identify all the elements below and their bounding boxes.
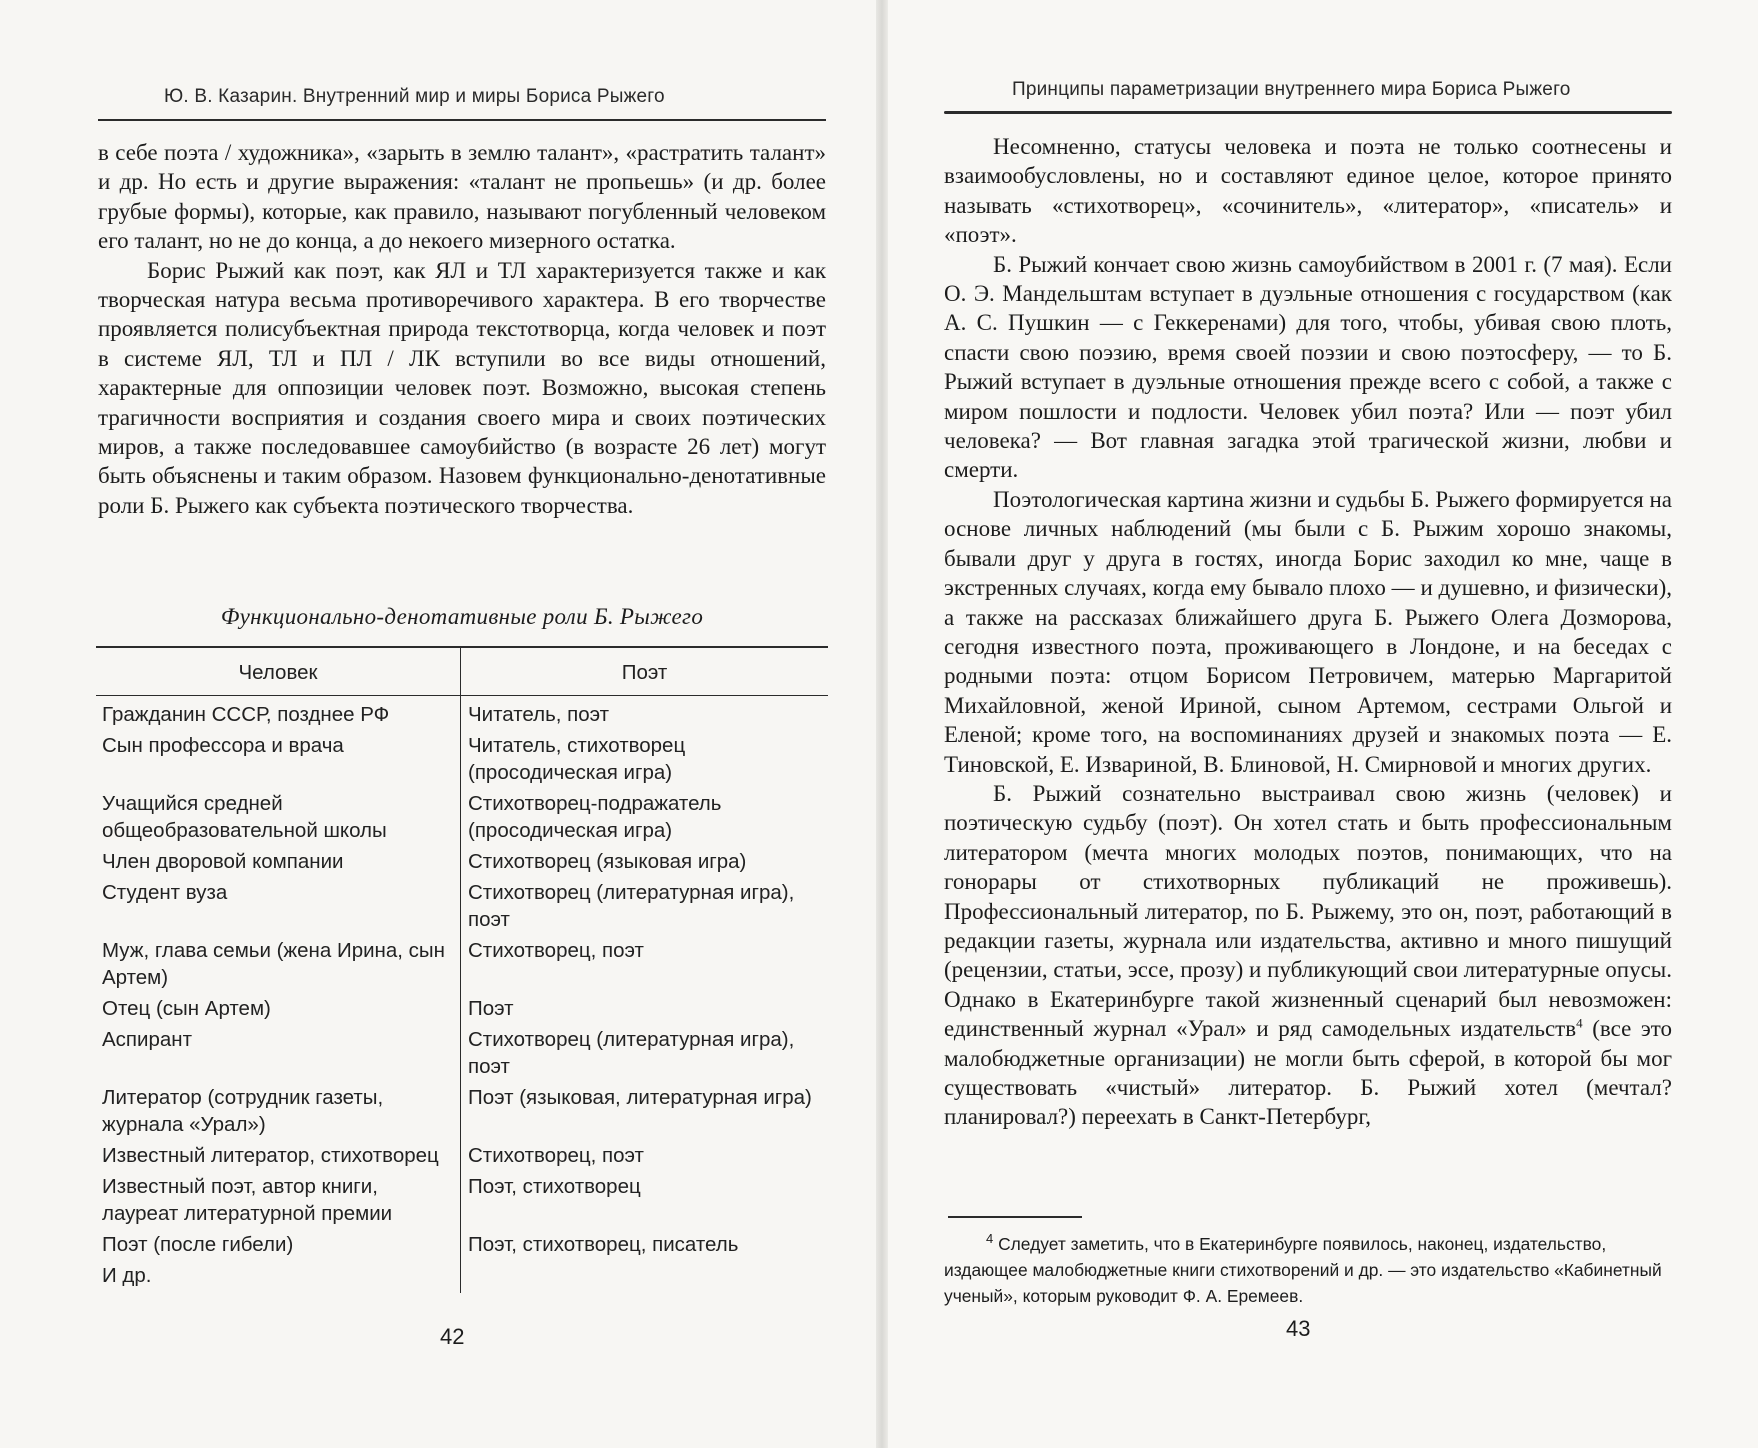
table-row — [96, 937, 828, 995]
right-body-text — [944, 132, 1672, 1132]
table-cell: Поэт, стихотворец, писатель — [468, 1233, 739, 1256]
column-header-person: Человек — [96, 647, 461, 696]
table-row — [96, 1084, 828, 1142]
table-cell: Известный поэт, автор книги, лауреат литературной премии — [96, 1173, 461, 1231]
footnote-rule — [948, 1216, 1082, 1218]
table-caption: Функционально-денотативные роли Б. Рыжего — [220, 604, 704, 629]
table-cell: Стихотворец-подражатель (просодическая игра) — [468, 792, 722, 842]
table-cell: Стихотворец, поэт — [468, 1144, 644, 1167]
footnote-marker: 4 — [986, 1231, 994, 1247]
table-row — [96, 995, 828, 1026]
table-row — [96, 1262, 828, 1293]
left-paragraph: Борис Рыжий как поэт, как ЯЛ и ТЛ характеризуется также и как творческая натура весьма противоречивого характера. В его творчестве проявляется полисубъектная природа текстотворца, когда человек и поэт в системе ЯЛ, ТЛ и ПЛ / ЛК вступили во все виды отношений, характерные для оппозиции человек поэт. Возможно, высокая степень трагичности восприятия и создания своего мира и своих поэтических миров, а также последовавшее самоубийство (в возрасте 26 лет) могут быть объяснены и таким образом. Назовем функционально-денотативные роли Б. Рыжего как субъекта поэтического творчества. — [98, 257, 826, 518]
table-row — [96, 848, 828, 879]
table-row — [96, 1026, 828, 1084]
left-body-text — [98, 138, 826, 520]
right-paragraph — [944, 779, 1672, 1132]
table-cell: Поэт, стихотворец — [468, 1175, 641, 1198]
footnote-text: Следует заметить, что в Екатеринбурге появилось, наконец, издательство, издающее малобюджетные книги стихотворений и др. — это издательство «Кабинетный ученый», которым руководит Ф. А. Еремеев. — [944, 1234, 1662, 1306]
table-cell: Муж, глава семьи (жена Ирина, сын Артем) — [96, 937, 461, 995]
table-cell — [461, 1262, 829, 1293]
paragraph-text: Б. Рыжий сознательно выстраивал свою жизнь (человек) и поэтическую судьбу (поэт). Он хотел стать и быть профессиональным литератором (мечта многих молодых поэтов, понимающих, что на гонорары от стихотворных публикаций не проживешь). Профессиональный литератор, по Б. Рыжему, это он, поэт, работающий в редакции газеты, журнала или издательства, активно и много пишущий (рецензии, статьи, эссе, прозу) и публикующий свои литературные опусы. Однако в Екатеринбурге такой жизненный сценарий был невозможен: единственный журнал «Урал» и ряд самодельных издательств — [944, 780, 1672, 1042]
right-page-number: 43 — [1286, 1316, 1311, 1341]
table-row — [96, 1142, 828, 1173]
table-cell: Аспирант — [96, 1026, 461, 1084]
left-page-number: 42 — [440, 1324, 465, 1349]
right-header-rule — [944, 111, 1672, 114]
table-row — [96, 790, 828, 848]
table-cell: Стихотворец (литературная игра), поэт — [468, 1028, 795, 1078]
paragraph-text: (все это малобюджетные организации) не могли быть сферой, в которой бы мог существовать «чистый» литератор. Б. Рыжий хотел (мечтал? планировал?) переехать в Санкт-Петербург, — [944, 1016, 1673, 1130]
table-cell: Учащийся средней общеобразовательной школы — [96, 790, 461, 848]
table-cell: Литератор (сотрудник газеты, журнала «Урал») — [96, 1084, 461, 1142]
table-cell: Стихотворец, поэт — [468, 939, 644, 962]
table-cell: Читатель, поэт — [468, 703, 610, 726]
table-cell: Поэт (после гибели) — [96, 1231, 461, 1262]
table-cell: Известный литератор, стихотворец — [96, 1142, 461, 1173]
table-row — [96, 732, 828, 790]
left-running-head: Ю. В. Казарин. Внутренний мир и миры Бориса Рыжего — [164, 86, 665, 107]
table-cell: Студент вуза — [96, 879, 461, 937]
table-row — [96, 879, 828, 937]
table-header-row — [96, 647, 828, 696]
table-cell: И др. — [96, 1262, 461, 1293]
right-paragraph: Поэтологическая картина жизни и судьбы Б. Рыжего формируется на основе личных наблюдений (мы были с Б. Рыжим хорошо знакомы, бывали друг у друга в гостях, иногда Борис заходил ко мне, чаще в экстренных случаях, когда ему бывало плохо — и душевно, и физически), а также на рассказах ближайшего друга Б. Рыжего Олега Дозморова, сегодня известного поэта, проживающего в Лондоне, и на беседах с родными поэта: отцом Борисом Петровичем, матерью Маргаритой Михайловной, женой Ириной, сыном Артемом, сестрами Ольгой и Еленой; кроме того, на воспоминаниях друзей и знакомых поэта — Е. Тиновской, Е. Извариной, В. Блиновой, Н. Смирновой и многих других. — [944, 486, 1672, 777]
table-cell: Отец (сын Артем) — [96, 995, 461, 1026]
right-paragraph: Б. Рыжий кончает свою жизнь самоубийством в 2001 г. (7 мая). Если О. Э. Мандельштам вступает в дуэльные отношения с государством (как А. С. Пушкин — с Геккеренами) для того, чтобы, убивая свою плоть, спасти свою поэзию, время своей поэзии и свою поэтосферу, — то Б. Рыжий вступает в дуэльные отношения прежде всего с собой, а также с миром пошлости и подлости. Человек убил поэта? Или — поэт убил человека? — Вот главная загадка этой трагической жизни, любви и смерти. — [944, 251, 1672, 483]
table-row — [96, 1173, 828, 1231]
table-cell: Стихотворец (литературная игра), поэт — [468, 881, 795, 931]
table-cell: Гражданин СССР, позднее РФ — [96, 696, 461, 733]
left-header-rule — [98, 119, 826, 121]
table-row — [96, 696, 828, 733]
right-running-head: Принципы параметризации внутреннего мира Бориса Рыжего — [1012, 79, 1571, 100]
table-cell: Стихотворец (языковая игра) — [468, 850, 747, 873]
column-header-poet: Поэт — [461, 647, 829, 696]
table-row — [96, 1231, 828, 1262]
table-cell: Член дворовой компании — [96, 848, 461, 879]
roles-table — [96, 646, 828, 1293]
left-paragraph: в себе поэта / художника», «зарыть в землю талант», «растратить талант» и др. Но есть и другие выражения: «талант не пропьешь» (и др. более грубые формы), которые, как правило, называют погубленный человеком его талант, но не до конца, а до некоего мизерного остатка. — [98, 140, 826, 254]
table-cell: Поэт — [468, 997, 514, 1020]
table-cell: Читатель, стихотворец (просодическая игра) — [468, 734, 686, 784]
footnote-reference[interactable]: 4 — [1576, 1015, 1583, 1031]
table-cell: Поэт (языковая, литературная игра) — [468, 1086, 812, 1109]
footnote — [944, 1231, 1672, 1309]
table-cell: Сын профессора и врача — [96, 732, 461, 790]
book-gutter — [876, 0, 888, 1448]
right-paragraph: Несомненно, статусы человека и поэта не только соотнесены и взаимообусловлены, но и составляют единое целое, которое принято называть «стихотворец», «сочинитель», «литератор», «писатель» и «поэт». — [944, 134, 1672, 248]
